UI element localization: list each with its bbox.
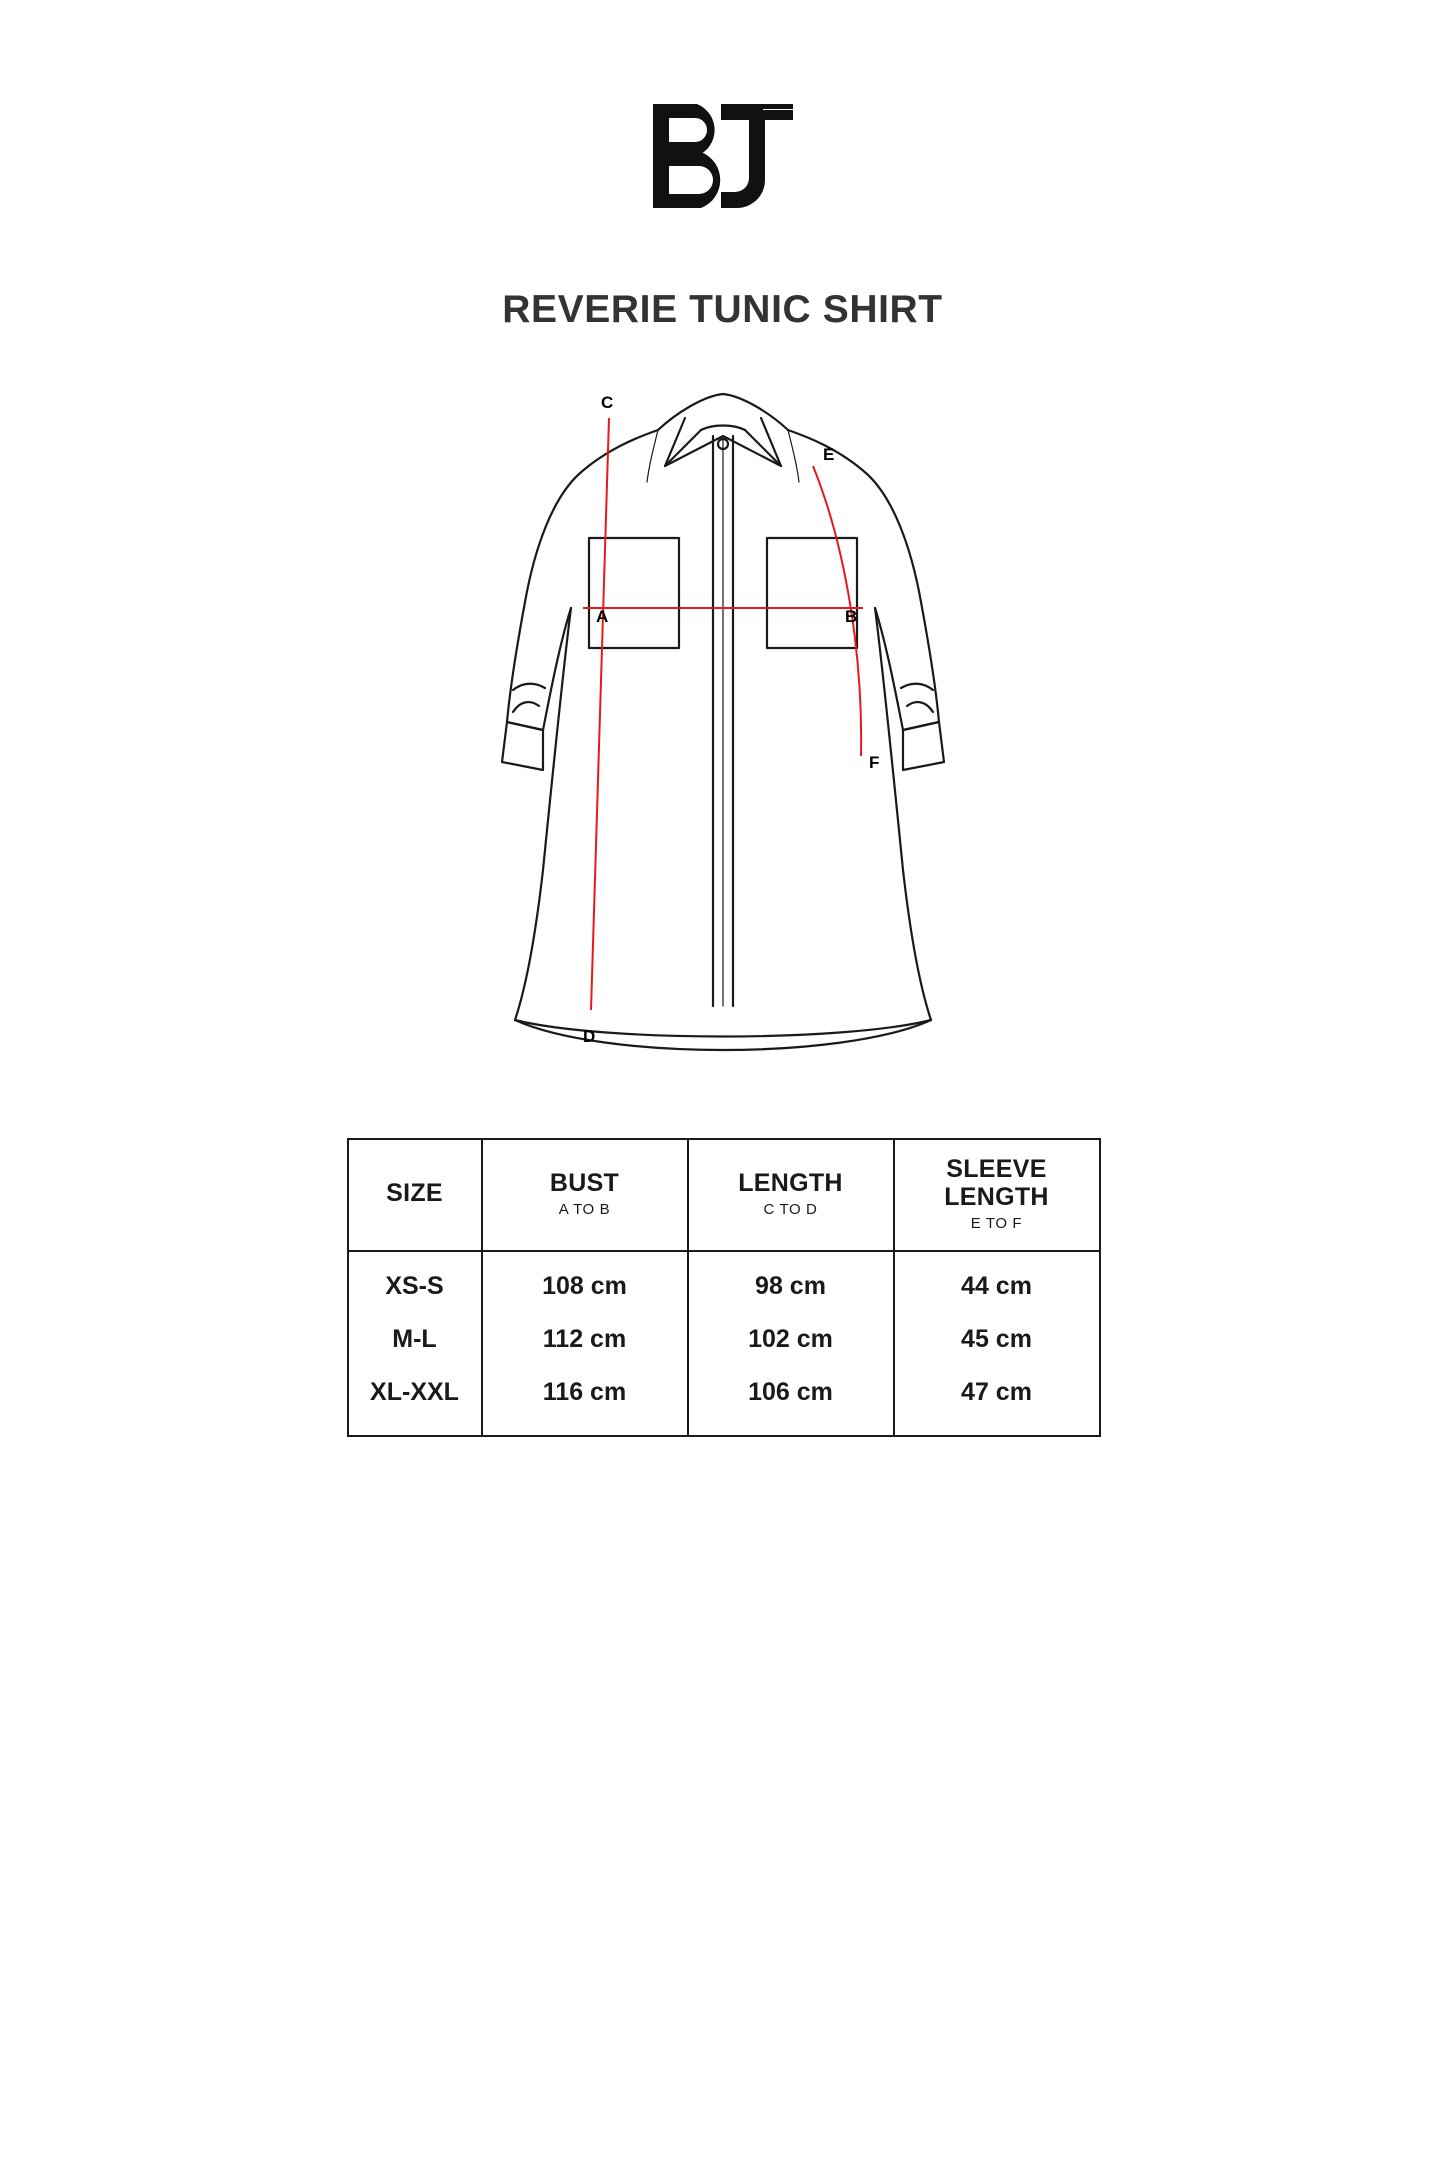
table-header (348, 1139, 1100, 1251)
cell-size: M-L (348, 1313, 482, 1366)
column-header-bust-sub: A TO B (558, 1201, 611, 1219)
label-d: D (582, 1027, 595, 1046)
column-header-sleeve-length-label: SLEEVE LENGTH (944, 1155, 1049, 1211)
cell-sleeve-length: 45 cm (894, 1313, 1100, 1366)
column-header-bust (482, 1139, 688, 1251)
size-chart-table-wrapper (347, 1138, 1099, 1437)
column-header-sleeve-length (894, 1139, 1100, 1251)
table-row (348, 1251, 1100, 1313)
label-a: A (595, 607, 608, 626)
cell-sleeve-length: 47 cm (894, 1366, 1100, 1436)
label-e: E (822, 445, 834, 464)
column-header-length-sub: C TO D (763, 1201, 818, 1219)
tunic-shirt-technical-drawing (403, 370, 1043, 1070)
cell-length: 98 cm (688, 1251, 894, 1313)
table-header-row (348, 1139, 1100, 1251)
cell-length: 106 cm (688, 1366, 894, 1436)
size-chart-table (347, 1138, 1101, 1437)
cell-bust: 116 cm (482, 1366, 688, 1436)
table-body (348, 1251, 1100, 1436)
column-header-length-label: LENGTH (738, 1168, 843, 1197)
label-c: C (600, 393, 613, 412)
cell-bust: 112 cm (482, 1313, 688, 1366)
table-row (348, 1313, 1100, 1366)
column-header-length (688, 1139, 894, 1251)
column-header-sleeve-length-sub: E TO F (970, 1215, 1023, 1232)
table-row (348, 1366, 1100, 1436)
measurement-point-labels (583, 393, 879, 1046)
cell-length: 102 cm (688, 1313, 894, 1366)
column-header-size (348, 1139, 482, 1251)
cell-sleeve-length: 44 cm (894, 1251, 1100, 1313)
garment-illustration (0, 370, 1445, 1080)
bj-monogram-icon (643, 96, 803, 216)
label-f: F (868, 753, 879, 772)
cell-size: XS-S (348, 1251, 482, 1313)
column-header-size-label: SIZE (386, 1179, 443, 1208)
column-header-bust-label: BUST (549, 1168, 620, 1197)
cell-bust: 108 cm (482, 1251, 688, 1313)
brand-logo (643, 96, 803, 216)
page-title: REVERIE TUNIC SHIRT (502, 288, 943, 331)
cell-size: XL-XXL (348, 1366, 482, 1436)
label-b: B (844, 607, 857, 626)
